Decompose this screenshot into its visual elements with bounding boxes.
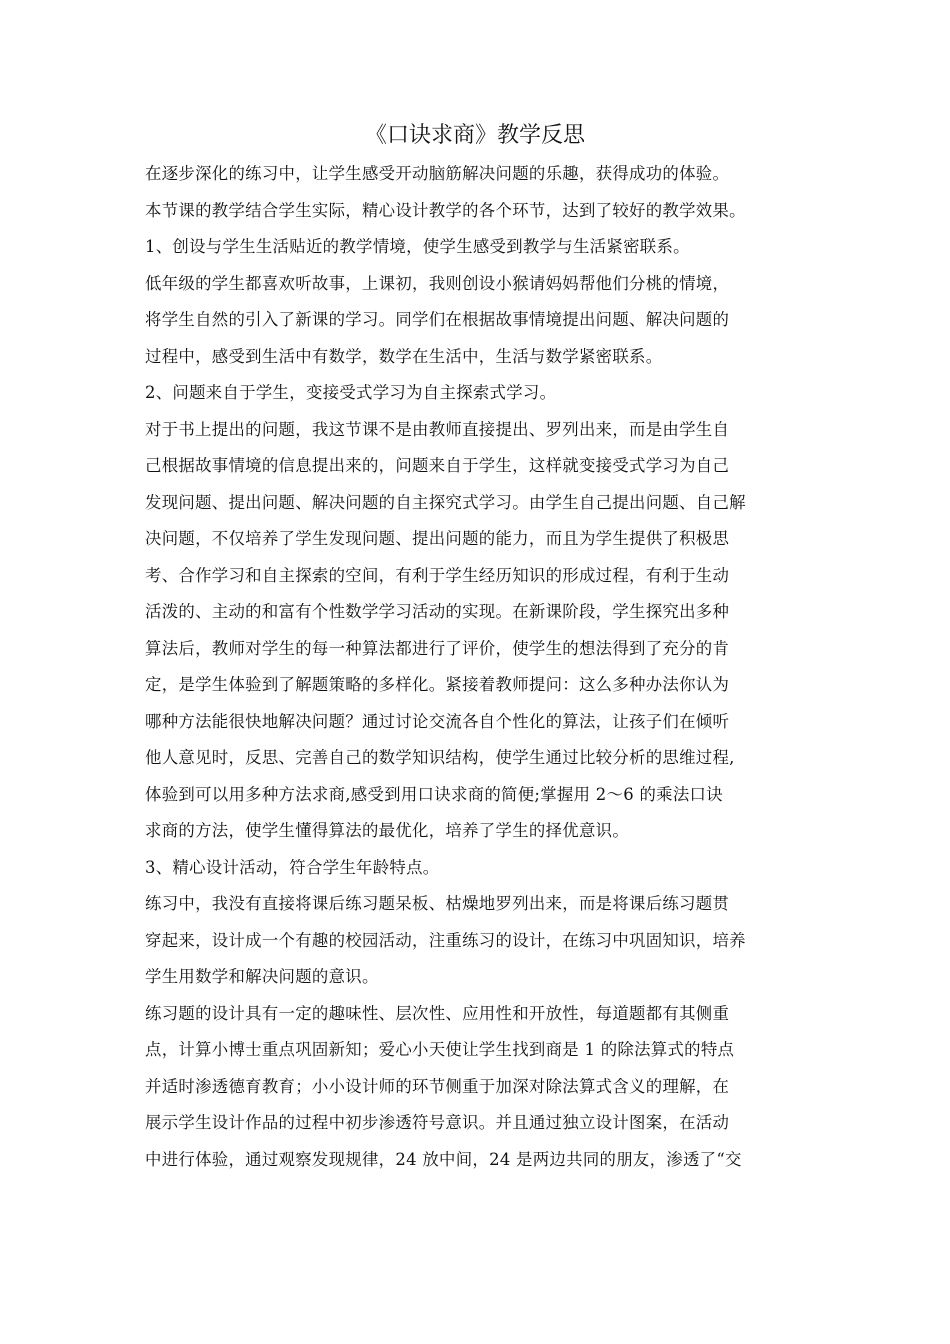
body-line: 己根据故事情境的信息提出来的，问题来自于学生，这样就变接受式学习为自己: [145, 456, 730, 475]
body-line: 在逐步深化的练习中，让学生感受开动脑筋解决问题的乐趣，获得成功的体验。: [145, 164, 730, 183]
body-line: 点，计算小博士重点巩固新知；爱心小天使让学生找到商是 1 的除法算式的特点: [145, 1040, 735, 1059]
body-line: 活泼的、主动的和富有个性数学学习活动的实现。在新课阶段，学生探究出多种: [145, 602, 730, 621]
body-line: 2、问题来自于学生，变接受式学习为自主探索式学习。: [145, 383, 557, 402]
body-line: 他人意见时，反思、完善自己的数学知识结构，使学生通过比较分析的思维过程,: [145, 748, 735, 767]
body-line: 练习中，我没有直接将课后练习题呆板、枯燥地罗列出来，而是将课后练习题贯: [145, 894, 730, 913]
body-line: 低年级的学生都喜欢听故事，上课初，我则创设小猴请妈妈帮他们分桃的情境，: [145, 273, 730, 293]
body-line: 穿起来，设计成一个有趣的校园活动，注重练习的设计，在练习中巩固知识，培养: [145, 930, 746, 950]
body-line: 中进行体验，通过观察发现规律，24 放中间，24 是两边共同的朋友，渗透了“交: [145, 1149, 742, 1169]
body-line: 过程中，感受到生活中有数学，数学在生活中，生活与数学紧密联系。: [145, 346, 663, 366]
body-line: 哪种方法能很快地解决问题？通过讨论交流各自个性化的算法，让孩子们在倾听: [145, 711, 730, 731]
body-line: 考、合作学习和自主探索的空间，有利于学生经历知识的形成过程，有利于生动: [145, 565, 730, 585]
body-line: 发现问题、提出问题、解决问题的自主探究式学习。由学生自己提出问题、自己解: [145, 492, 746, 512]
document-title: 《口诀求商》教学反思: [364, 123, 585, 148]
body-line: 算法后，教师对学生的每一种算法都进行了评价，使学生的想法得到了充分的肯: [145, 638, 730, 658]
body-line: 对于书上提出的问题，我这节课不是由教师直接提出、罗列出来，而是由学生自: [145, 419, 730, 439]
body-line: 将学生自然的引入了新课的学习。同学们在根据故事情境提出问题、解决问题的: [145, 310, 730, 329]
body-line: 体验到可以用多种方法求商,感受到用口诀求商的简便;掌握用 2～6 的乘法口诀: [145, 784, 723, 804]
body-line: 并适时渗透德育教育；小小设计师的环节侧重于加深对除法算式含义的理解，在: [145, 1076, 730, 1096]
body-line: 求商的方法，使学生懂得算法的最优化，培养了学生的择优意识。: [145, 821, 630, 840]
body-line: 1、创设与学生生活贴近的教学情境，使学生感受到教学与生活紧密联系。: [145, 237, 690, 256]
document-body: [145, 156, 810, 1178]
body-line: 展示学生设计作品的过程中初步渗透符号意识。并且通过独立设计图案，在活动: [145, 1113, 730, 1132]
body-line: 决问题，不仅培养了学生发现问题、提出问题的能力，而且为学生提供了积极思: [145, 529, 730, 548]
body-line: 本节课的教学结合学生实际，精心设计教学的各个环节，达到了较好的教学效果。: [145, 200, 746, 220]
body-line: 定，是学生体验到了解题策略的多样化。紧接着教师提问：这么多种办法你认为: [145, 675, 730, 694]
body-line: 练习题的设计具有一定的趣味性、层次性、应用性和开放性，每道题都有其侧重: [145, 1003, 730, 1023]
body-line: 3、精心设计活动，符合学生年龄特点。: [145, 857, 440, 877]
body-line: 学生用数学和解决问题的意识。: [145, 967, 379, 986]
